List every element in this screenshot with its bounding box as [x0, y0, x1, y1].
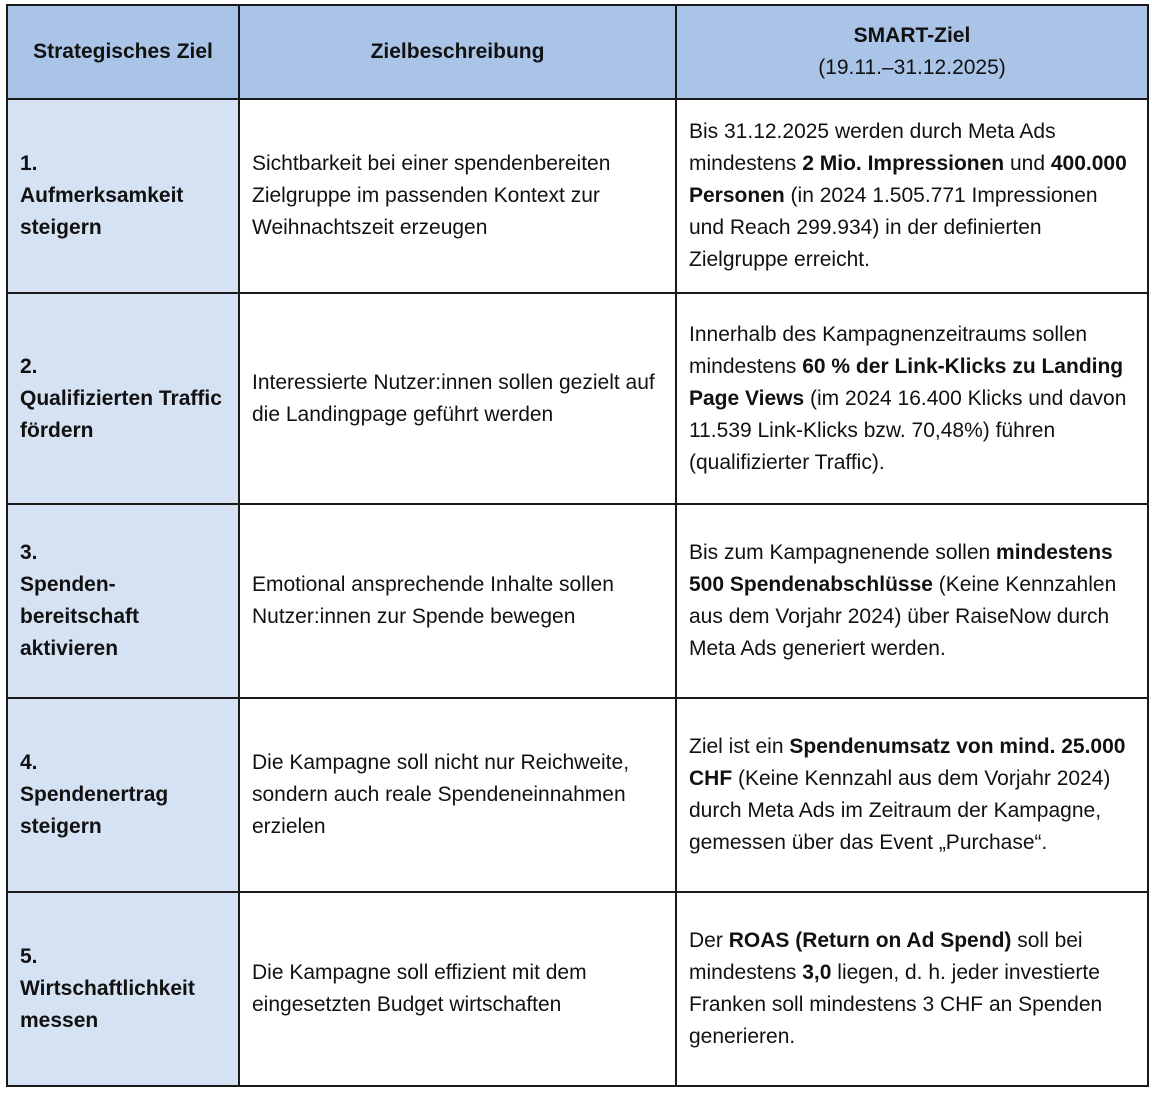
strategic-goal-cell [7, 293, 239, 504]
smart-goals-table [6, 4, 1149, 1087]
smart-goal-highlight: 3,0 [802, 961, 832, 984]
goal-title: Qualifizierten Traffic fördern [20, 386, 222, 442]
goal-title: Spendenertrag steigern [20, 783, 169, 838]
smart-goal-highlight: 400.000 Personen [689, 152, 1127, 207]
smart-goal-cell [676, 99, 1148, 293]
smart-goal-text: (Keine Kennzahl aus dem Vorjahr 2024) durch Meta Ads im Zeitraum der Kampagne, gemessen über das Event „Purchase“. [689, 767, 1111, 854]
header-goal-description: Zielbeschreibung [239, 5, 676, 99]
smart-goal-text: liegen, d. h. jeder investierte Franken soll mindestens 3 CHF an Spenden generieren. [689, 961, 1103, 1048]
goal-description-cell: Sichtbarkeit bei einer spendenbereiten Zielgruppe im passenden Kontext zur Weihnachtszeit erzeugen [239, 99, 676, 293]
table-header-row [7, 5, 1148, 99]
smart-goal-text: Ziel ist ein [689, 735, 790, 758]
table-row [7, 504, 1148, 698]
table-row [7, 698, 1148, 892]
goal-description-cell: Interessierte Nutzer:innen sollen gezielt auf die Landingpage geführt werden [239, 293, 676, 504]
goal-title: Aufmerksamkeit steigern [20, 184, 184, 239]
goal-description-cell: Die Kampagne soll nicht nur Reichweite, sondern auch reale Spendeneinnahmen erzielen [239, 698, 676, 892]
goal-description-cell: Die Kampagne soll effizient mit dem eingesetzten Budget wirtschaften [239, 892, 676, 1086]
goal-number: 3. [20, 541, 38, 564]
strategic-goal-cell [7, 504, 239, 698]
goal-title: Wirtschaftlichkeit messen [20, 977, 195, 1032]
smart-goal-text: (im 2024 16.400 Klicks und davon 11.539 Link-Klicks bzw. 70,48%) führen (qualifizierter Traffic). [689, 386, 1127, 474]
smart-goal-text: und [1004, 152, 1051, 175]
table-row [7, 99, 1148, 293]
smart-goal-highlight: 2 Mio. Impressionen [802, 152, 1005, 175]
strategic-goal-cell [7, 698, 239, 892]
smart-goal-text: soll bei mindestens [689, 929, 1083, 984]
smart-goal-cell [676, 504, 1148, 698]
smart-goal-cell [676, 892, 1148, 1086]
smart-goal-text: Bis 31.12.2025 werden durch Meta Ads mindestens [689, 120, 1056, 175]
header-smart-title: SMART-Ziel [853, 24, 971, 47]
table-row [7, 293, 1148, 504]
goal-number: 2. [20, 354, 38, 378]
table-row [7, 892, 1148, 1086]
smart-goal-cell [676, 293, 1148, 504]
goal-number: 1. [20, 152, 38, 175]
smart-goal-highlight: Spendenumsatz von mind. 25.000 CHF [689, 735, 1126, 790]
goal-number: 5. [20, 945, 38, 968]
smart-goal-text: (Keine Kennzahlen aus dem Vorjahr 2024) über RaiseNow durch Meta Ads generiert werden. [689, 573, 1117, 660]
smart-goal-highlight: ROAS (Return on Ad Spend) [728, 929, 1012, 952]
header-smart-goal [676, 5, 1148, 99]
smart-goal-text: Bis zum Kampagnenende sollen [689, 541, 997, 564]
goal-title: Spenden-bereitschaft aktivieren [20, 573, 140, 660]
smart-goal-highlight: 60 % der Link-Klicks zu Landing Page Views [689, 354, 1124, 410]
strategic-goal-cell [7, 892, 239, 1086]
smart-goal-text: (in 2024 1.505.771 Impressionen und Reach 299.934) in der definierten Zielgruppe erreicht. [689, 184, 1098, 271]
strategic-goal-cell [7, 99, 239, 293]
header-smart-period: (19.11.–31.12.2025) [818, 56, 1006, 79]
smart-goal-text: Innerhalb des Kampagnenzeitraums sollen mindestens [689, 322, 1088, 378]
goal-description-cell: Emotional ansprechende Inhalte sollen Nutzer:innen zur Spende bewegen [239, 504, 676, 698]
smart-goal-cell [676, 698, 1148, 892]
smart-goal-highlight: mindestens 500 Spendenabschlüsse [689, 541, 1113, 596]
header-strategic-goal: Strategisches Ziel [7, 5, 239, 99]
smart-goal-text: Der [689, 929, 729, 952]
goal-number: 4. [20, 751, 38, 774]
